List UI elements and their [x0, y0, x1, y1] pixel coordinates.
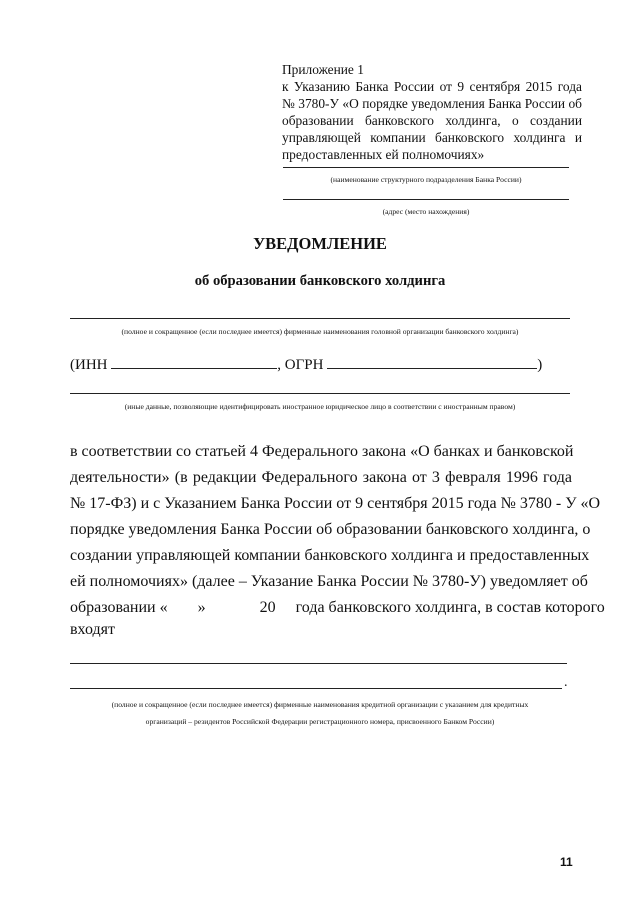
date-quote-close: »: [197, 599, 206, 616]
formation-date-line: [70, 598, 605, 618]
appendix-line: предоставленных ей полномочиях»: [282, 147, 485, 162]
members-end-mark: .: [564, 675, 568, 690]
notice-subtitle: об образовании банковского холдинга: [194, 273, 446, 289]
appendix-line: управляющей компании банковского холдинга и: [282, 130, 582, 145]
notice-title: УВЕДОМЛЕНИЕ: [253, 234, 387, 253]
appendix-line: образовании банковского холдинга, о создании: [282, 113, 582, 128]
department-field-line[interactable]: [283, 167, 569, 168]
body-line: ей полномочиях» (далее – Указание Банка России № 3780-У) уведомляет об: [70, 573, 588, 590]
body-line: № 17-ФЗ) и с Указанием Банка России от 9 сентября 2015 года № 3780 - У «О: [70, 495, 601, 512]
inn-field[interactable]: [111, 355, 277, 369]
members-caption: (полное и сокращенное (если последнее имеется) фирменные наименования кредитной организации с указанием для кредитных: [111, 700, 529, 709]
head-org-name-caption: (полное и сокращенное (если последнее имеется) фирменные наименования головной организации банковского холдинга): [121, 327, 519, 336]
body-line: создании управляющей компании банковского холдинга и предоставленных: [70, 547, 590, 564]
inn-label: (ИНН: [70, 357, 108, 373]
ogrn-label: , ОГРН: [277, 357, 324, 373]
body-line: порядке уведомления Банка России об образовании банковского холдинга, о: [70, 521, 591, 538]
appendix-line: № 3780-У «О порядке уведомления Банка России об: [282, 96, 582, 111]
inn-ogrn-row: [70, 355, 542, 374]
address-field-line[interactable]: [283, 199, 569, 200]
members-field-line[interactable]: [70, 663, 567, 664]
department-caption: (наименование структурного подразделения Банка России): [330, 175, 522, 184]
address-caption: (адрес (место нахождения): [382, 207, 470, 216]
page-number: 11: [560, 855, 573, 869]
appendix-title: Приложение 1: [282, 62, 364, 77]
head-org-name-line[interactable]: [70, 318, 570, 319]
date-suffix: года банковского холдинга, в состав которого: [295, 599, 605, 616]
appendix-line: к Указанию Банка России от 9 сентября 2015 года: [282, 79, 582, 94]
foreign-data-caption: (иные данные, позволяющие идентифицировать иностранное юридическое лицо в соответствии с иностранным правом): [124, 402, 516, 411]
year-prefix: 20: [259, 599, 276, 616]
body-line: деятельности» (в редакции Федерального закона от 3 февраля 1996 года: [70, 469, 572, 486]
ogrn-field[interactable]: [327, 355, 537, 369]
foreign-data-line[interactable]: [70, 393, 570, 394]
members-caption: организаций – резидентов Российской Федерации регистрационного номера, присвоенного Банком России): [145, 717, 495, 726]
members-field-line[interactable]: [70, 688, 562, 689]
ogrn-close-paren: ): [537, 357, 543, 373]
body-last-line: входят: [70, 621, 115, 638]
date-prefix: образовании «: [70, 599, 168, 616]
body-line: в соответствии со статьей 4 Федерального закона «О банках и банковской: [70, 443, 574, 460]
